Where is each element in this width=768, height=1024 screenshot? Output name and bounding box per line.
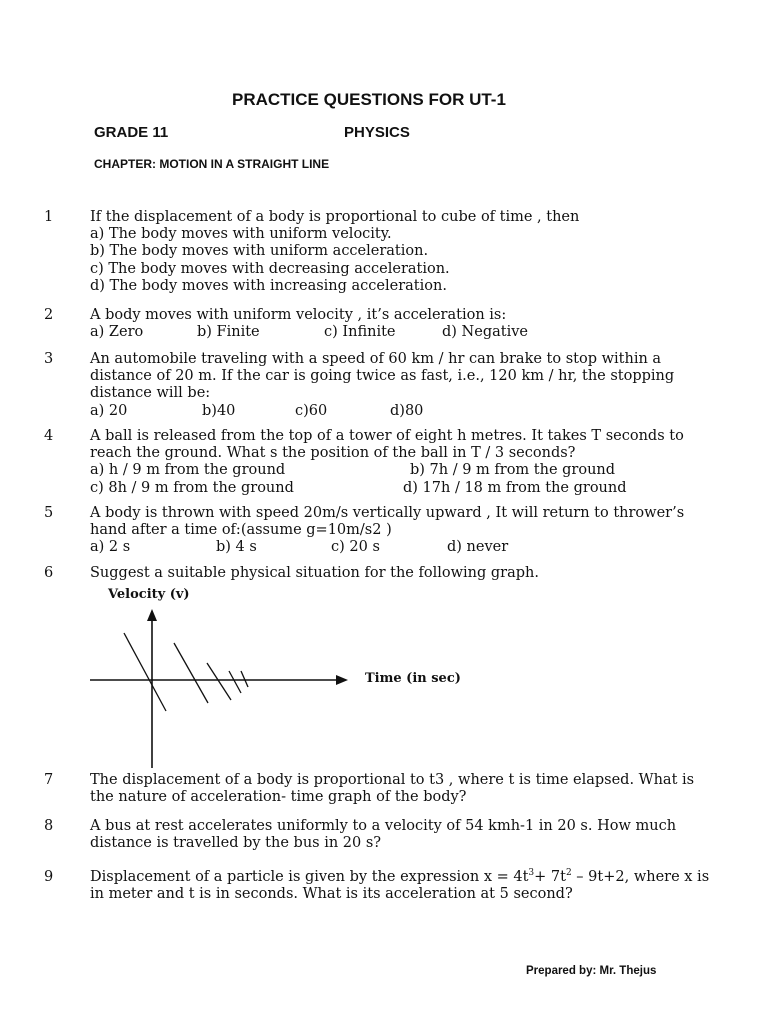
option: c) Infinite [324, 324, 396, 341]
chapter-label: CHAPTER: MOTION IN A STRAIGHT LINE [94, 157, 330, 171]
question-text-line: in meter and t is in seconds. What is its acceleration at 5 second? [90, 886, 573, 903]
question-number: 4 [44, 428, 54, 444]
option: c) 20 s [331, 539, 380, 556]
option: d) The body moves with increasing acceleration. [90, 277, 447, 294]
question-text-line: hand after a time of:(assume g=10m/s2 ) [90, 522, 392, 539]
subject-label: PHYSICS [344, 124, 410, 141]
question-number: 1 [44, 209, 54, 225]
option: c) The body moves with decreasing acceleration. [90, 260, 450, 277]
option: a) The body moves with uniform velocity. [90, 226, 392, 243]
text-part: Displacement of a particle is given by the expression x = 4t [90, 869, 529, 885]
option: a) Zero [90, 324, 144, 341]
option: d)80 [390, 402, 424, 419]
velocity-time-graph [86, 583, 466, 768]
exponent: 3 [528, 868, 535, 879]
option: b) 4 s [216, 539, 257, 556]
graph-segment [241, 671, 248, 687]
grade-label: GRADE 11 [94, 124, 169, 141]
question-number: 8 [44, 818, 54, 834]
option: b) Finite [197, 324, 260, 341]
question-text-line: A bus at rest accelerates uniformly to a velocity of 54 kmh-1 in 20 s. How much [90, 818, 677, 834]
graph-segment [229, 671, 241, 693]
options-row [90, 480, 730, 497]
option: b) The body moves with uniform acceleration. [90, 243, 429, 260]
graph-x-label: Time (in sec) [365, 671, 461, 686]
question-1 [90, 209, 730, 295]
question-7 [90, 772, 730, 806]
option: d) Negative [442, 324, 528, 341]
option: a) 20 [90, 402, 128, 419]
question-number: 5 [44, 505, 54, 521]
question-number: 9 [44, 869, 54, 885]
question-text: A body moves with uniform velocity , it’s acceleration is: [90, 307, 507, 323]
question-text: Suggest a suitable physical situation for the following graph. [90, 565, 539, 581]
question-text-line: distance of 20 m. If the car is going twice as fast, i.e., 120 km / hr, the stopping [90, 368, 675, 385]
question-text-line: distance will be: [90, 385, 211, 402]
question-number: 7 [44, 772, 54, 788]
option: b) 7h / 9 m from the ground [410, 462, 616, 479]
question-text-line: distance is travelled by the bus in 20 s? [90, 835, 382, 852]
prepared-by: Prepared by: Mr. Thejus [526, 965, 657, 977]
question-text-line: reach the ground. What s the position of the ball in T / 3 seconds? [90, 445, 576, 462]
question-number: 6 [44, 565, 54, 581]
question-text-line: A ball is released from the top of a tower of eight h metres. It takes T seconds to [90, 428, 684, 444]
option: c) 8h / 9 m from the ground [90, 479, 294, 496]
question-6 [90, 565, 730, 582]
question-3 [90, 351, 730, 420]
text-part: + 7t [534, 869, 566, 885]
graph-segment [124, 633, 166, 711]
options-row [90, 462, 730, 479]
question-number: 3 [44, 351, 54, 367]
option: c)60 [295, 402, 328, 419]
question-2 [90, 307, 730, 341]
question-8 [90, 818, 730, 852]
options-row [90, 403, 730, 420]
question-5 [90, 505, 730, 557]
graph-segment [174, 643, 208, 703]
question-text: If the displacement of a body is proportional to cube of time , then [90, 209, 580, 225]
exponent: 2 [565, 868, 572, 879]
question-4 [90, 428, 730, 497]
question-text-line [90, 869, 730, 886]
option: d) 17h / 18 m from the ground [403, 479, 627, 496]
question-number: 2 [44, 307, 54, 323]
page-title: PRACTICE QUESTIONS FOR UT-1 [232, 90, 506, 109]
x-axis-arrow [336, 675, 348, 685]
question-text-line: An automobile traveling with a speed of 60 km / hr can brake to stop within a [90, 351, 662, 367]
option: a) h / 9 m from the ground [90, 462, 286, 479]
options-row [90, 539, 730, 556]
y-axis-arrow [147, 609, 157, 621]
question-text-line: the nature of acceleration- time graph of the body? [90, 789, 467, 806]
graph-y-label: Velocity (v) [108, 587, 190, 602]
options-row [90, 324, 730, 341]
option: a) 2 s [90, 539, 131, 556]
option: b)40 [202, 402, 236, 419]
question-9 [90, 869, 730, 903]
question-text-line: The displacement of a body is proportional to t3 , where t is time elapsed. What is [90, 772, 695, 788]
question-text-line: A body is thrown with speed 20m/s vertically upward , It will return to thrower’s [90, 505, 685, 521]
option: d) never [447, 539, 509, 556]
text-part: – 9t+2, where x is [571, 869, 710, 885]
graph-segment [207, 663, 231, 700]
